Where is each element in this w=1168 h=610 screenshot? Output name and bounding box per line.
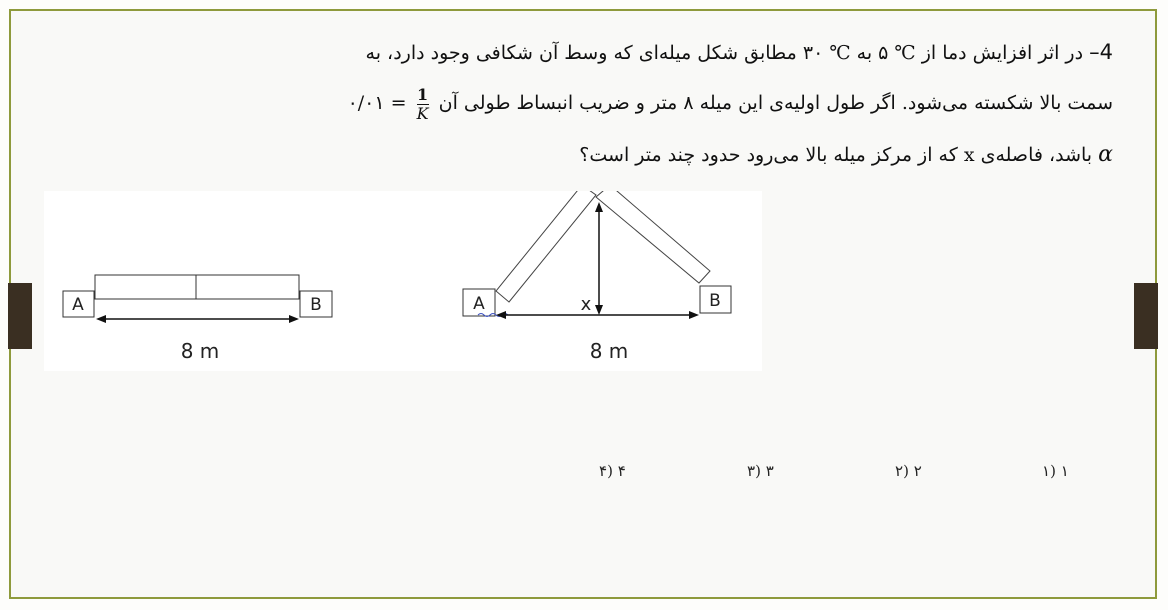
alpha-symbol: α <box>1098 142 1113 167</box>
right-side-tab <box>1134 283 1158 349</box>
question-line-1 <box>366 40 1113 64</box>
label-b-right: B <box>709 291 721 311</box>
expansion-value: = ۰/۰۱ <box>347 92 407 115</box>
expansion-fraction <box>417 86 429 122</box>
question-text-1: در اثر افزایش دما از ℃ ۵ به ℃ ۳۰ مطابق شکل میله‌ای که وسط آن شکافی وجود دارد، به <box>365 42 1084 64</box>
question-text-2: سمت بالا شکسته می‌شود. اگر طول اولیه‌ی این میله ۸ متر و ضریب انبساط طولی آن <box>438 92 1113 115</box>
choice-2[interactable]: ۲ (۲ <box>895 462 922 480</box>
fraction-denominator: K <box>416 103 429 123</box>
label-a-right: A <box>473 294 485 314</box>
figure-panel <box>44 191 762 371</box>
bent-rod-figure <box>463 191 731 363</box>
choice-4[interactable]: ۴ (۴ <box>599 462 626 480</box>
x-label: x <box>580 294 592 315</box>
label-a-left: A <box>72 295 84 315</box>
choice-3[interactable]: ۳ (۳ <box>747 462 774 480</box>
x-arrowhead-top <box>595 202 603 212</box>
arrowhead-left-start <box>96 315 106 323</box>
bent-rod-right-half <box>596 191 710 283</box>
arrowhead-left-end <box>289 315 299 323</box>
straight-rod-figure <box>63 275 332 363</box>
straight-rod <box>95 275 299 299</box>
choice-1[interactable]: ۱ (۱ <box>1042 462 1069 480</box>
answer-choices <box>0 462 1168 486</box>
arrowhead-right-start <box>496 311 506 319</box>
rod-diagram <box>44 191 762 371</box>
length-label-left: 8 m <box>180 339 220 363</box>
label-b-left: B <box>310 295 322 315</box>
question-number: 4– <box>1089 40 1113 64</box>
bent-rod-left-half <box>496 191 596 302</box>
length-label-right: 8 m <box>589 339 629 363</box>
left-side-tab <box>8 283 32 349</box>
question-line-2 <box>348 86 1113 122</box>
question-text-3: باشد، فاصله‌ی x که از مرکز میله بالا می‌رود حدود چند متر است؟ <box>579 144 1093 166</box>
question-line-3 <box>579 142 1113 167</box>
fraction-numerator: 1 <box>417 85 429 104</box>
x-arrowhead-bottom <box>595 305 603 315</box>
arrowhead-right-end <box>689 311 699 319</box>
